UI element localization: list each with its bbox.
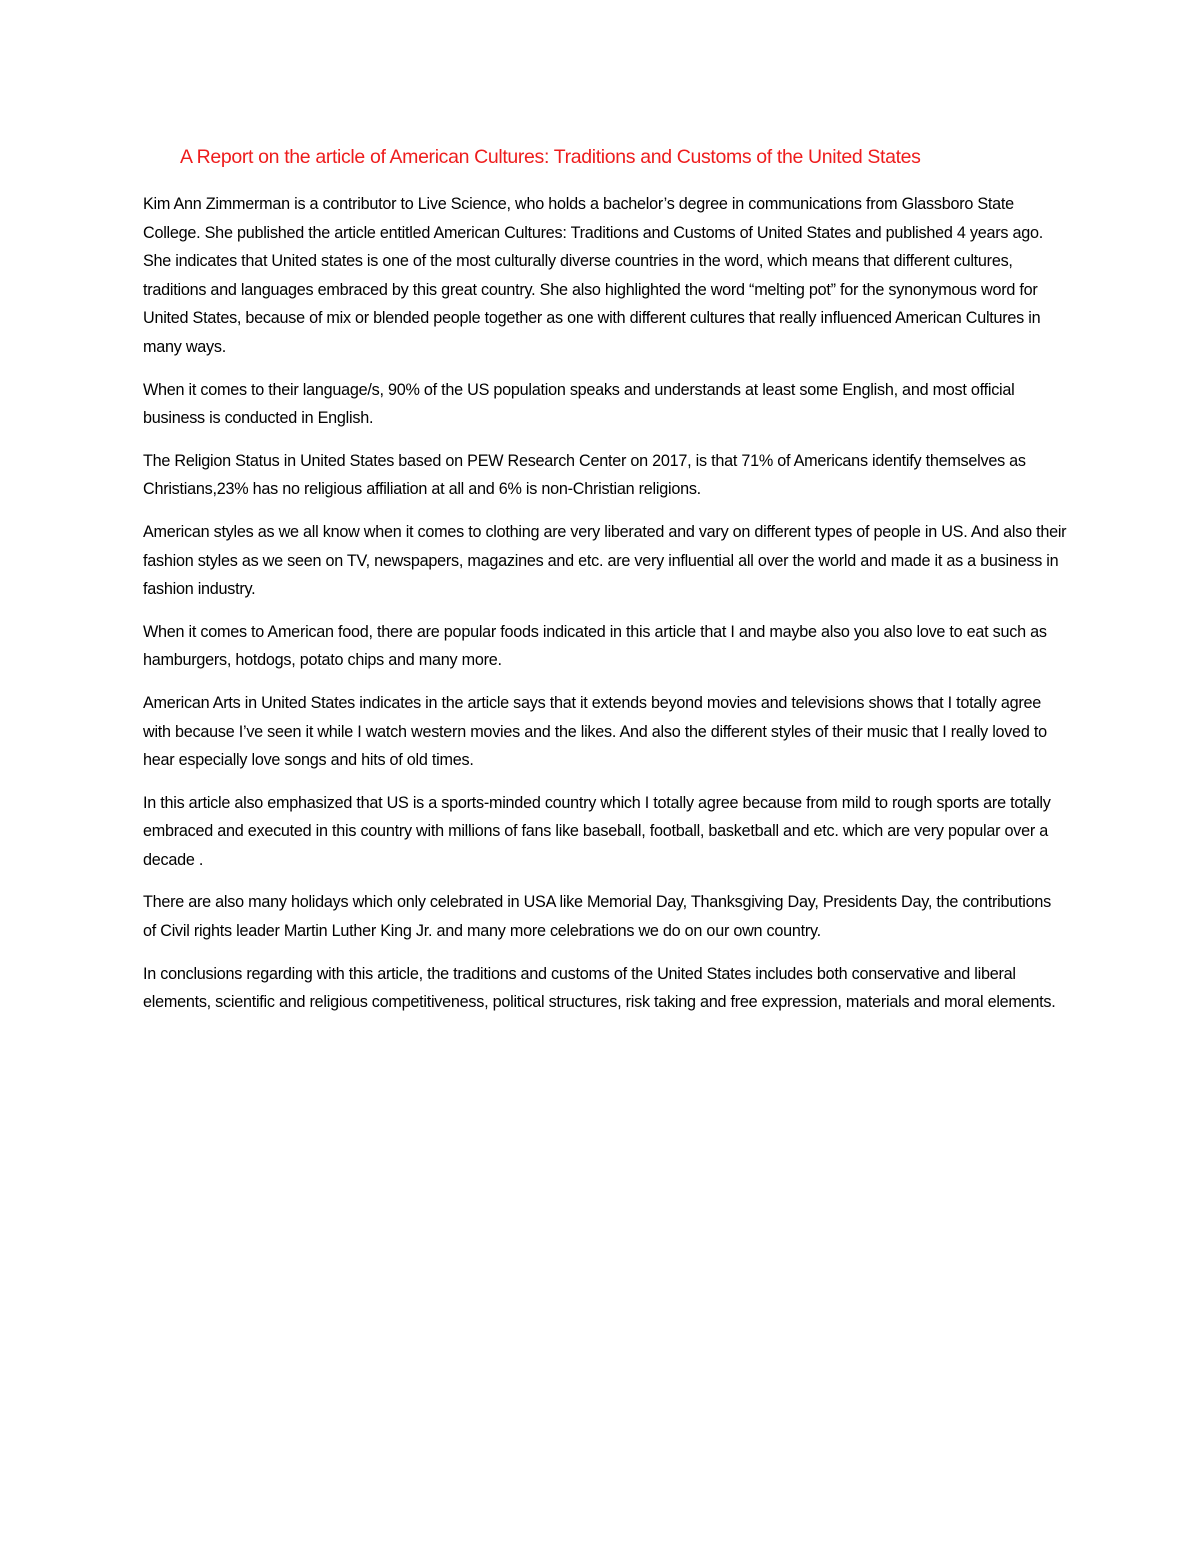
paragraph-clothing: American styles as we all know when it comes to clothing are very liberated and vary on different types of people in US. And also their fashion styles as we seen on TV, newspapers, magazines and etc. are very influential all over the world and made it as a business in fashion industry. <box>143 522 1067 599</box>
paragraph-author-summary: Kim Ann Zimmerman is a contributor to Live Science, who holds a bachelor’s degree in communications from Glassboro State College. She published the article entitled American Cultures: Traditions and Customs of United States and published 4 years ago. She indicates that United states is one of the most culturally diverse countries in the word, which means that different cultures, traditions and languages embraced by this great country. She also highlighted the word “melting pot” for the synonymous word for United States, because of mix or blended people together as one with different cultures that really influenced American Cultures in many ways. <box>143 195 1043 356</box>
paragraph-language: When it comes to their language/s, 90% of the US population speaks and understands at least some English, and most official business is conducted in English. <box>143 380 1015 428</box>
paragraph-religion: The Religion Status in United States based on PEW Research Center on 2017, is that 71% of Americans identify themselves as Christians,23% has no religious affiliation at all and 6% is non-Christian religions. <box>143 451 1026 499</box>
paragraph-arts: American Arts in United States indicates in the article says that it extends beyond movies and televisions shows that I totally agree with because I’ve seen it while I watch western movies and the likes. And also the different styles of their music that I really loved to hear especially love songs and hits of old times. <box>143 693 1047 770</box>
document-title: A Report on the article of American Cultures: Traditions and Customs of the United States <box>180 146 921 168</box>
paragraph-sports: In this article also emphasized that US is a sports-minded country which I totally agree because from mild to rough sports are totally embraced and executed in this country with millions of fans like baseball, football, basketball and etc. which are very popular over a decade . <box>143 793 1051 869</box>
document-body <box>143 142 1068 1031</box>
paragraph-conclusion: In conclusions regarding with this article, the traditions and customs of the United States includes both conservative and liberal elements, scientific and religious competitiveness, political structures, risk taking and free expression, materials and moral elements. <box>143 964 1056 1012</box>
paragraph-food: When it comes to American food, there are popular foods indicated in this article that I and maybe also you also love to eat such as hamburgers, hotdogs, potato chips and many more. <box>143 622 1047 670</box>
paragraph-holidays: There are also many holidays which only celebrated in USA like Memorial Day, Thanksgiving Day, Presidents Day, the contributions of Civil rights leader Martin Luther King Jr. and many more celebrations we do on our own country. <box>143 893 1051 941</box>
